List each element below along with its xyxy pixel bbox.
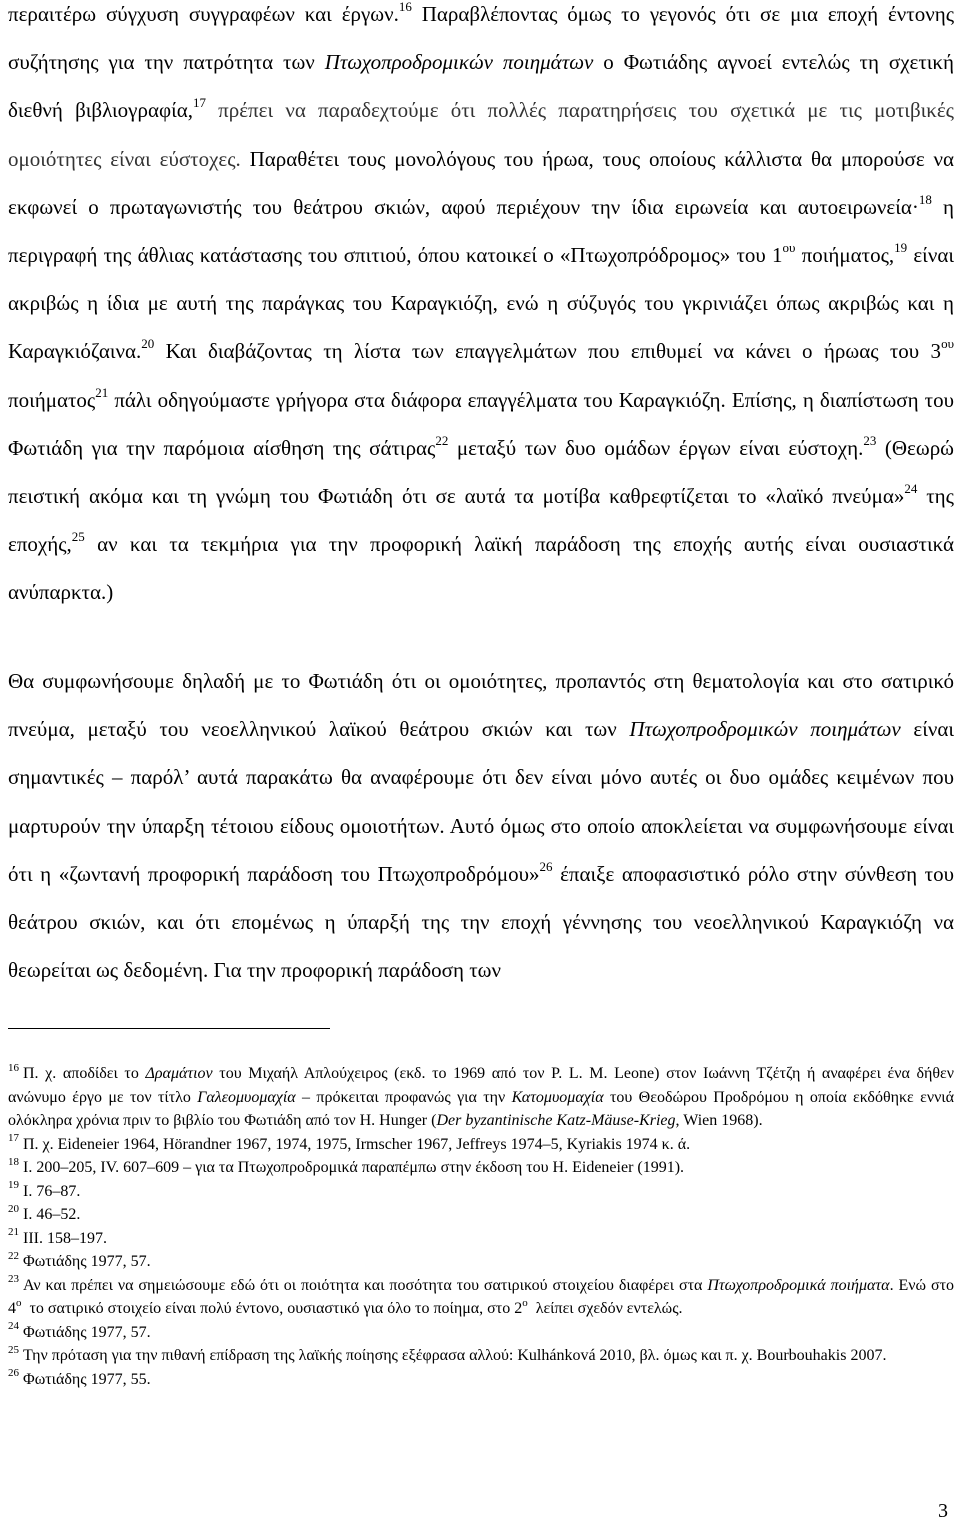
footnote-number: 22	[8, 1249, 19, 1262]
text-run: ποιήματος,	[795, 243, 895, 268]
footnote-21	[8, 1227, 954, 1251]
footnote-20	[8, 1203, 954, 1227]
text-run: περαιτέρω σύγχυση συγγραφέων και έργων.	[8, 2, 399, 26]
italic-title: Δραμάτιον	[145, 1065, 213, 1082]
text-run: αν και τα τεκμήρια για την προφορική λαϊκή παράδοση της εποχής αυτής είναι ουσιαστικά ανύπαρκτα.)	[8, 532, 954, 605]
footnote-ref-25[interactable]: 25	[71, 529, 85, 545]
italic-title: Γαλεομυομαχία	[197, 1088, 296, 1106]
footnote-number: 16	[8, 1061, 19, 1074]
footnote-number: 26	[8, 1367, 19, 1380]
text-run: Και διαβάζοντας τη λίστα των επαγγελμάτων που επιθυμεί να κάνει ο ήρωας του 3	[154, 339, 942, 364]
text-run: το σατιρικό στοιχείο είναι πολύ έντονο, ουσιαστικό για όλο το ποίημα, στο 2	[25, 1300, 523, 1317]
footnote-16	[8, 1062, 954, 1133]
text-run: III. 158–197.	[23, 1229, 107, 1247]
text-run: Παραθέτει τους μονολόγους του ήρωα, τους οποίους κάλλιστα θα μπορούσε να εκφωνεί ο πρωταγωνιστής του θεάτρου σκιών, αφού περιέχουν την ίδια ειρωνεία και αυτοειρωνεία·	[8, 146, 954, 219]
footnote-ref-26[interactable]: 26	[539, 858, 553, 874]
text-run: – πρόκειται προφανώς για την	[295, 1088, 512, 1106]
text-run: (Θεωρώ πειστική ακόμα και τη γνώμη του Φωτιάδη ότι σε αυτά τα μοτίβα καθρεφτίζεται το «λαϊκό πνεύμα»	[8, 435, 954, 509]
footnote-ref-21[interactable]: 21	[95, 384, 109, 400]
body-paragraph-1	[8, 0, 954, 617]
footnote-ref-18[interactable]: 18	[918, 191, 932, 207]
page-number: 3	[938, 1500, 948, 1522]
footnote-ref-24[interactable]: 24	[904, 481, 918, 497]
text-run: Θα συμφωνήσουμε δηλαδή με το Φωτιάδη ότι οι ομοιότητες, προπαντός στη θεματολογία και στο σατιρικό πνεύμα, μεταξύ του νεοελληνικού λαϊκού θεάτρου σκιών και των	[8, 669, 954, 742]
footnote-ref-23[interactable]: 23	[863, 432, 877, 448]
text-run: του Μιχαήλ Απλούχειρος (εκδ. το 1969 από τον P. L. M. Leone) στον Ιωάννη Τζέτζη ή αναφέρει ένα δήθεν ανώνυμο έργο με τον τίτλο	[8, 1065, 955, 1106]
text-run: Φωτιάδης 1977, 57.	[23, 1253, 151, 1270]
text-run: Π. χ. Eideneier 1964, Hörandner 1967, 1974, 1975, Irmscher 1967, Jeffreys 1974–5, Kyriakis 1974 κ. ά.	[23, 1135, 691, 1153]
italic-title: Πτωχοπροδρομικών ποιημάτων	[629, 717, 901, 742]
ordinal-superscript: ο	[16, 1296, 22, 1309]
ordinal-superscript: ου	[941, 336, 954, 352]
footnote-separator	[8, 1028, 330, 1029]
footnote-ref-20[interactable]: 20	[141, 336, 155, 352]
text-run: Αν και πρέπει να σημειώσουμε εδώ ότι οι ποιότητα και ποσότητα του σατιρικού στοιχείου διαφέρει στα	[23, 1276, 708, 1294]
text-run: Παραβλέποντας όμως το γεγονός ότι σε μια εποχή έντονης συζήτησης για την πατρότητα των	[8, 2, 955, 75]
text-run: πάλι οδηγούμαστε γρήγορα στα διάφορα επαγγέλματα του Καραγκιόζη. Επίσης, η διαπίστωση του Φωτιάδη για την παρόμοια αίσθηση της σάτιρας	[8, 387, 954, 460]
italic-title: Κατομυομαχία	[511, 1088, 604, 1106]
italic-title: Der byzantinische Katz-Mäuse-Krieg	[436, 1112, 676, 1129]
text-run: ο Φωτιάδης αγνοεί εντελώς τη σχετική διεθνή βιβλιογραφία,	[8, 50, 954, 123]
footnote-26	[8, 1368, 954, 1392]
text-run: . Ενώ στο 4	[8, 1276, 955, 1317]
footnote-19	[8, 1180, 954, 1204]
text-run: I. 46–52.	[23, 1206, 81, 1223]
text-run: λείπει σχεδόν εντελώς.	[531, 1300, 683, 1317]
footnote-number: 20	[8, 1202, 19, 1215]
ordinal-superscript: ο	[522, 1296, 528, 1309]
footnote-ref-22[interactable]: 22	[435, 432, 449, 448]
footnote-ref-17[interactable]: 17	[192, 95, 206, 111]
footnote-number: 24	[8, 1320, 19, 1333]
text-run: είναι σημαντικές – παρόλ’ αυτά παρακάτω θα αναφέρουμε ότι δεν είναι μόνο αυτές οι δυο ομάδες κειμένων που μαρτυρούν την ύπαρξη τέτοιου είδους ομοιοτήτων. Αυτό όμως στο οποίο αποκλείεται να συμφωνήσουμε είναι ότι η «ζωντανή προφορική παράδοση του Πτωχοπροδρόμου»	[8, 717, 955, 886]
footnote-ref-16[interactable]: 16	[398, 0, 412, 14]
text-run: είναι ακριβώς η ίδια με αυτή της παράγκας του Καραγκιόζη, ενώ η σύζυγός του γκρινιάζει όπως ακριβώς και η Καραγκιόζαινα.	[8, 243, 954, 364]
footnote-22	[8, 1250, 954, 1274]
text-run: Την πρόταση για την πιθανή επίδραση της λαϊκής ποίησης εξέφρασα αλλού: Kulhánková 2010, βλ. όμως και π. χ. Bourbouhakis 2007.	[23, 1347, 887, 1364]
text-run: Φωτιάδης 1977, 55.	[23, 1370, 151, 1388]
footnote-25	[8, 1344, 954, 1368]
footnote-ref-19[interactable]: 19	[894, 240, 908, 256]
footnote-number: 18	[8, 1155, 19, 1168]
footnote-17	[8, 1133, 954, 1157]
italic-title: Πτωχοπροδρομικά ποιήματα	[707, 1276, 890, 1294]
text-run: η περιγραφή της άθλιας κατάστασης του σπιτιού, όπου κατοικεί ο «Πτωχοπρόδρομος» του 1	[8, 194, 955, 268]
text-run: Π. χ. αποδίδει το	[23, 1065, 146, 1082]
footnote-number: 21	[8, 1226, 19, 1239]
italic-title: Πτωχοπροδρομικών ποιημάτων	[324, 50, 594, 75]
text-run: έπαιξε αποφασιστικό ρόλο στην σύνθεση του θεάτρου σκιών, και ότι επομένως η ύπαρξή της την εποχή γέννησης του νεοελληνικού Καραγκιόζη να θεωρείται ως δεδομένη. Για την προφορική παράδοση των	[8, 861, 954, 983]
footnote-number: 25	[8, 1343, 19, 1356]
text-run: πρέπει να παραδεχτούμε ότι πολλές παρατηρήσεις του σχετικά με τις μοτιβικές ομοιότητες είναι εύστοχες.	[8, 98, 954, 171]
text-run: I. 200–205, IV. 607–609 – για τα Πτωχοπροδρομικά παραπέμπω στην έκδοση του H. Eideneier (1991).	[23, 1159, 685, 1176]
text-run: I. 76–87.	[23, 1182, 81, 1200]
footnotes	[8, 1062, 954, 1391]
body-paragraph-2	[8, 657, 954, 994]
text-run: , Wien 1968).	[675, 1112, 763, 1129]
footnote-number: 19	[8, 1179, 19, 1192]
footnote-23	[8, 1274, 954, 1321]
text-run: μεταξύ των δυο ομάδων έργων είναι εύστοχη.	[448, 435, 864, 460]
text-run: Φωτιάδης 1977, 57.	[23, 1323, 151, 1341]
text-run: της εποχής,	[8, 484, 954, 557]
footnote-number: 23	[8, 1273, 19, 1286]
text-run: ποιήματος	[8, 387, 96, 412]
footnote-number: 17	[8, 1132, 19, 1145]
text-run: του Θεοδώρου Προδρόμου η οποία εκδόθηκε εννιά ολόκληρα χρόνια πριν το βιβλίο του Φωτιάδη από τον H. Hunger (	[8, 1088, 954, 1129]
footnote-24	[8, 1321, 954, 1345]
ordinal-superscript: ου	[782, 240, 796, 256]
footnote-18	[8, 1156, 954, 1180]
